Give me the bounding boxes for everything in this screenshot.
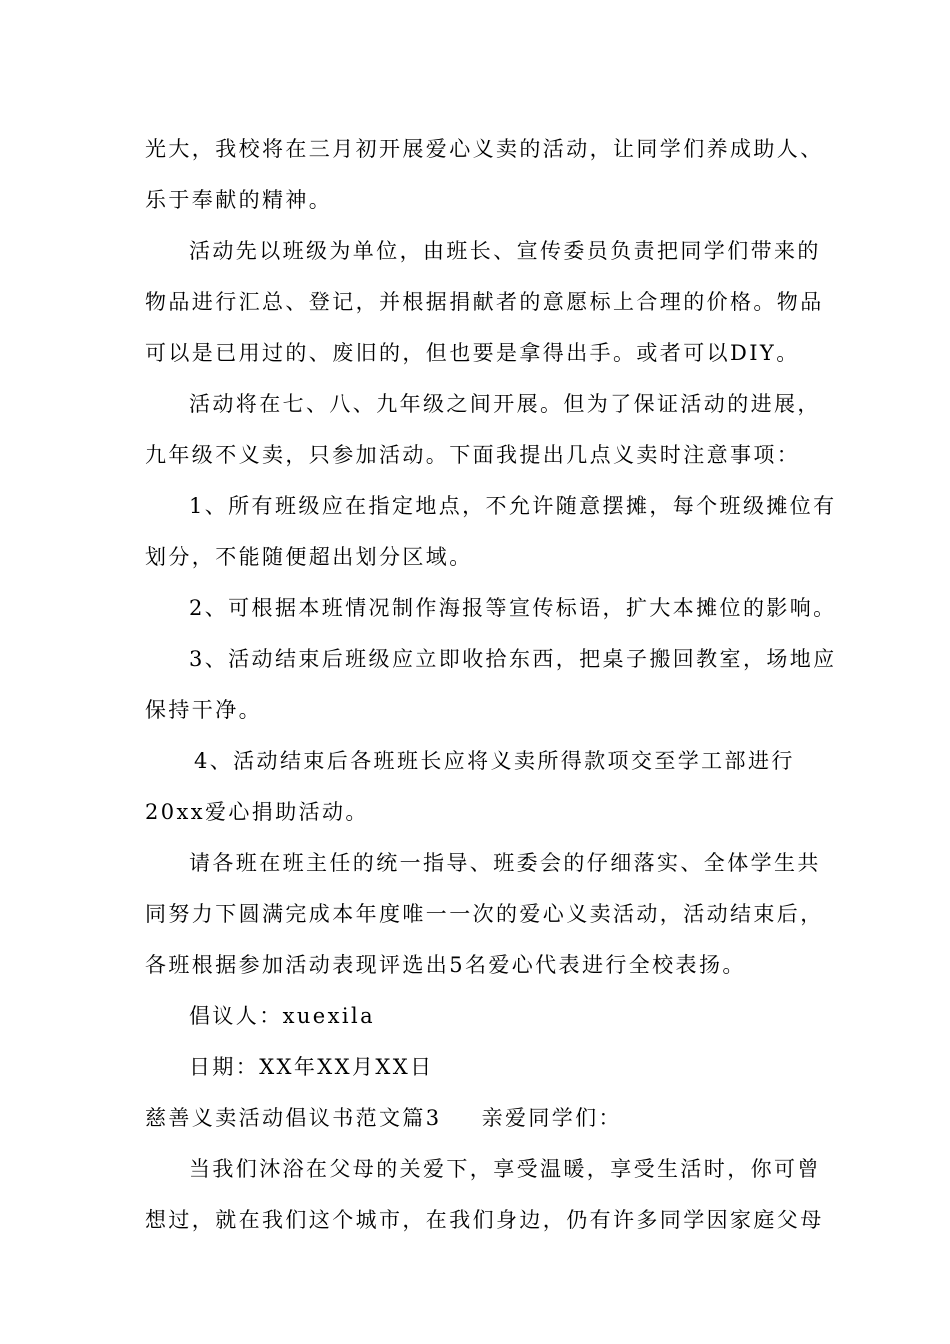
paragraph-line: 同努力下圆满完成本年度唯一一次的爱心义卖活动，活动结束后，: [145, 902, 824, 926]
paragraph-line: 活动将在七、八、九年级之间开展。但为了保证活动的进展，: [189, 392, 821, 416]
document-body: [145, 124, 837, 1246]
date-line: 日期：XX年XX月XX日: [189, 1055, 434, 1079]
section-heading-line: [145, 1093, 810, 1144]
paragraph-line: 各班根据参加活动表现评选出5名爱心代表进行全校表扬。: [145, 953, 746, 977]
section-title: 慈善义卖活动倡议书范文篇3: [145, 1106, 442, 1130]
paragraph-line: 当我们沐浴在父母的关爱下，享受温暖，享受生活时，你可曾: [189, 1157, 821, 1181]
paragraph-line: 物品进行汇总、登记，并根据捐献者的意愿标上合理的价格。物品: [145, 290, 824, 314]
list-item-4: 4、活动结束后各班班长应将义卖所得款项交至学工部进行: [194, 749, 795, 773]
paragraph-line: 光大，我校将在三月初开展爱心义卖的活动，让同学们养成助人、: [145, 137, 824, 161]
paragraph-line: 活动先以班级为单位，由班长、宣传委员负责把同学们带来的: [189, 239, 821, 263]
paragraph-line: 九年级不义卖，只参加活动。下面我提出几点义卖时注意事项：: [145, 443, 801, 467]
paragraph-line: 20xx爱心捐助活动。: [145, 800, 369, 824]
list-item-3: 3、活动结束后班级应立即收拾东西，把桌子搬回教室，场地应: [189, 647, 837, 671]
paragraph-line: 保持干净。: [145, 698, 262, 722]
list-item-2: 2、可根据本班情况制作海报等宣传标语，扩大本摊位的影响。: [189, 596, 837, 620]
initiator-line: 倡议人：xuexila: [189, 1004, 375, 1028]
paragraph-line: 划分，不能随便超出划分区域。: [145, 545, 473, 569]
list-item-1: 1、所有班级应在指定地点，不允许随意摆摊，每个班级摊位有: [189, 494, 837, 518]
paragraph-line: 想过，就在我们这个城市，在我们身边，仍有许多同学因家庭父母: [145, 1208, 824, 1232]
paragraph-line: 乐于奉献的精神。: [145, 188, 333, 212]
paragraph-line: 可以是已用过的、废旧的，但也要是拿得出手。或者可以DIY。: [145, 341, 800, 365]
salutation: 亲爱同学们：: [481, 1106, 622, 1130]
paragraph-line: 请各班在班主任的统一指导、班委会的仔细落实、全体学生共: [189, 851, 821, 875]
